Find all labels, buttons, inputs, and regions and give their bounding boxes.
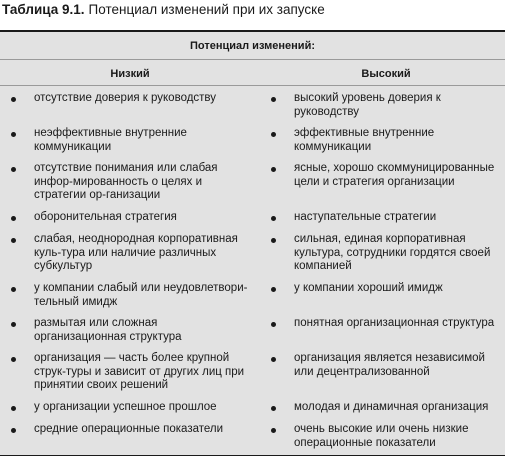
item-text: отсутствие понимания или слабая инфор-мированность о целях и стратегии ор-ганизации <box>34 162 218 201</box>
bullet-icon <box>271 167 276 172</box>
bullet-icon <box>11 97 16 102</box>
bullet-icon <box>11 132 16 137</box>
bullet-icon <box>11 287 16 292</box>
column-header-high: Высокий <box>361 68 411 80</box>
item-text: молодая и динамичная организация <box>294 401 489 413</box>
list-item <box>10 317 250 344</box>
item-text: средние операционные показатели <box>34 423 224 435</box>
item-text: оборонительная стратегия <box>34 211 177 223</box>
bullet-icon <box>271 322 276 327</box>
bullet-icon <box>271 97 276 102</box>
item-text: эффективные внутренние коммуникации <box>294 127 435 153</box>
item-text: у компании слабый или неудовлетвори-тельный имидж <box>34 282 248 308</box>
item-text: высокий уровень доверия к руководству <box>294 92 441 118</box>
list-item <box>10 233 250 274</box>
item-text: организация является независимой или децентрализованной <box>294 352 485 378</box>
bullet-icon <box>11 428 16 433</box>
list-item <box>10 211 250 225</box>
bullet-icon <box>271 132 276 137</box>
item-text: у организации успешное прошлое <box>34 401 217 413</box>
table-bottom-rule <box>0 455 505 456</box>
bullet-icon <box>11 216 16 221</box>
bullet-icon <box>11 167 16 172</box>
item-text: сильная, единая корпоративная культура, сотрудники гордятся своей компанией <box>294 233 491 272</box>
list-item <box>10 352 250 393</box>
table-top-rule <box>0 30 505 32</box>
item-text: понятная организационная структура <box>294 317 495 329</box>
list-item <box>270 401 502 415</box>
item-text: наступательные стратегии <box>294 211 437 223</box>
list-item <box>10 162 250 203</box>
bullet-icon <box>11 406 16 411</box>
subheader-divider <box>0 85 505 86</box>
list-item <box>270 352 502 393</box>
list-item <box>270 211 502 225</box>
list-item <box>270 423 502 450</box>
item-text: организация — часть более крупной струк-туры и зависит от других лиц при принятии своих решений <box>34 352 245 391</box>
bullet-icon <box>271 216 276 221</box>
bullet-icon <box>11 357 16 362</box>
item-text: очень высокие или очень низкие операционные показатели <box>294 423 469 449</box>
table-header: Потенциал изменений: <box>190 40 315 52</box>
bullet-icon <box>271 357 276 362</box>
list-item <box>10 423 250 450</box>
column-header-low: Низкий <box>110 68 150 80</box>
table-title: Потенциал изменений при их запуске <box>88 2 325 17</box>
item-text: слабая, неоднородная корпоративная куль-тура или наличие различных субкультур <box>34 233 238 272</box>
list-item <box>270 317 502 344</box>
list-item <box>270 92 502 119</box>
bullet-icon <box>11 322 16 327</box>
change-potential-table <box>0 30 505 456</box>
bullet-icon <box>11 238 16 243</box>
bullet-icon <box>271 428 276 433</box>
item-text: отсутствие доверия к руководству <box>34 92 217 104</box>
table-number: Таблица 9.1. <box>2 2 85 17</box>
bullet-icon <box>271 287 276 292</box>
list-item <box>10 127 250 154</box>
bullet-icon <box>271 238 276 243</box>
item-text: размытая или сложная организационная структура <box>34 317 182 343</box>
header-divider <box>0 59 505 60</box>
item-text: ясные, хорошо скоммуницированные цели и стратегия организации <box>294 162 495 188</box>
column-high <box>270 92 502 458</box>
list-item <box>270 282 502 309</box>
list-item <box>270 127 502 154</box>
bullet-icon <box>271 406 276 411</box>
list-item <box>10 401 250 415</box>
item-text: у компании хороший имидж <box>294 282 443 294</box>
list-item <box>10 92 250 119</box>
item-text: неэффективные внутренние коммуникации <box>34 127 187 153</box>
list-item <box>270 233 502 274</box>
list-item <box>10 282 250 309</box>
table-caption <box>2 2 325 18</box>
column-low <box>10 92 250 458</box>
list-item <box>270 162 502 203</box>
